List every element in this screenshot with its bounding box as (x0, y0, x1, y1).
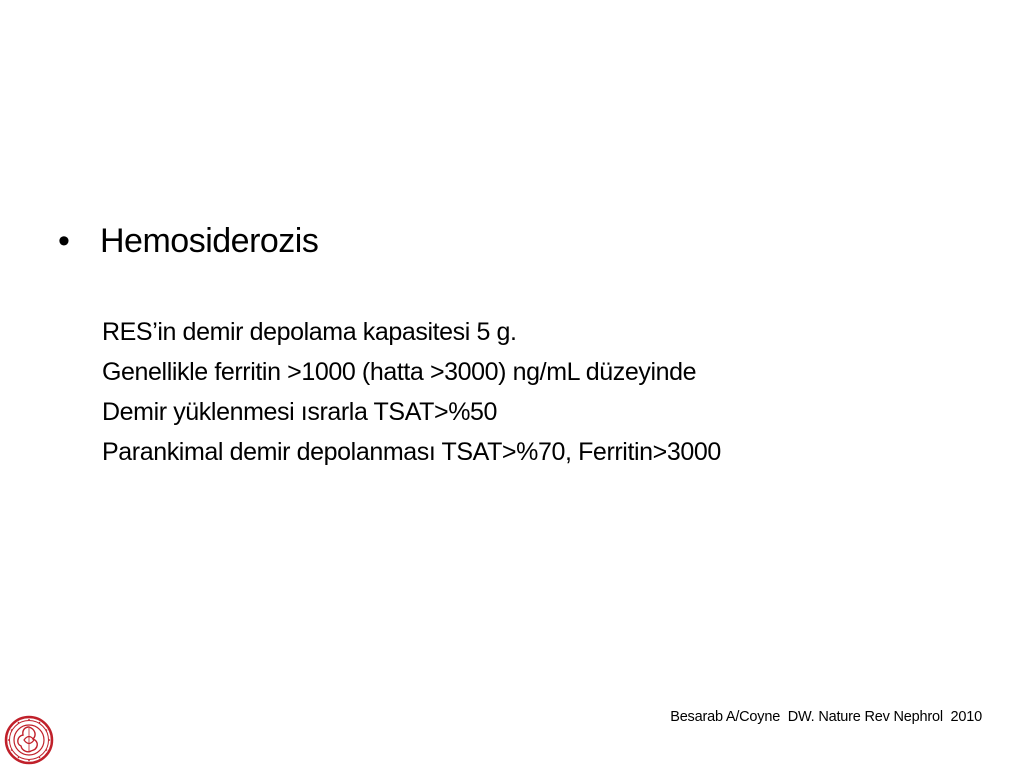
detail-line-3: Demir yüklenmesi ısrarla TSAT>%50 (102, 398, 498, 426)
bullet-icon: • (58, 222, 70, 260)
citation-reference: Besarab A/Coyne DW. Nature Rev Nephrol 2010 (670, 709, 982, 725)
bullet-heading: Hemosiderozis (100, 222, 319, 260)
detail-text-block (102, 312, 721, 472)
detail-line-1: RES’in demir depolama kapasitesi 5 g. (102, 318, 517, 346)
university-seal-icon (4, 715, 54, 765)
detail-line-2: Genellikle ferritin >1000 (hatta >3000) ng/mL düzeyinde (102, 358, 697, 386)
bullet-item (58, 219, 318, 263)
detail-line-4: Parankimal demir depolanması TSAT>%70, Ferritin>3000 (102, 438, 721, 466)
